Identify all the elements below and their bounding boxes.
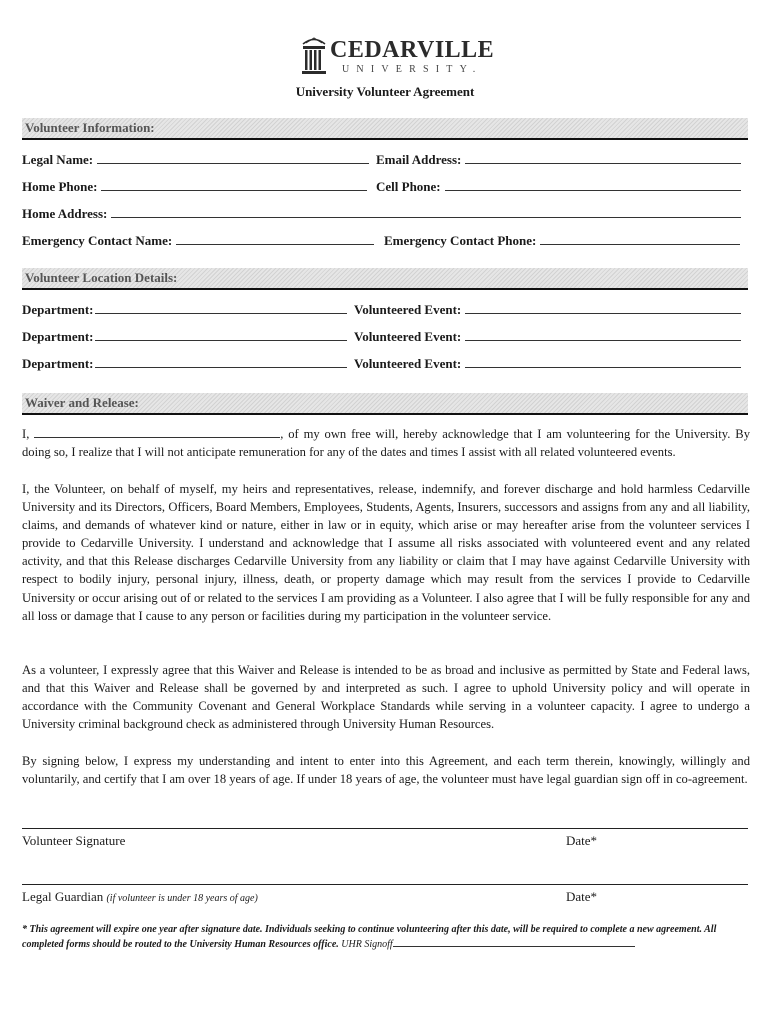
columns-logo-icon	[300, 34, 328, 76]
uhr-signoff-line[interactable]	[393, 937, 635, 947]
event-field-2[interactable]	[354, 329, 741, 347]
department-line[interactable]	[95, 302, 347, 314]
row-address	[22, 206, 748, 224]
home-address-label: Home Address:	[22, 206, 108, 221]
logo-wordmark: CEDARVILLE	[330, 37, 495, 63]
waiver-paragraph-3: As a volunteer, I expressly agree that this Waiver and Release is intended to be as broad and inclusive as permitted by State and Federal laws, and that this Waiver and Release shall be governed by and interpreted as such. I agree to uphold University policy and will operate in accordance with the Community Covenant and General Workplace Standards while serving in a volunteer capacity. I agree to undergo a University criminal background check as administered through University Human Resources.	[22, 663, 750, 732]
volunteer-date-label: Date*	[566, 833, 598, 848]
emergency-phone-field[interactable]	[384, 233, 740, 251]
department-field-2[interactable]	[22, 329, 347, 347]
event-label: Volunteered Event:	[354, 329, 462, 344]
legal-name-label: Legal Name:	[22, 152, 94, 167]
event-line[interactable]	[465, 356, 741, 368]
emergency-phone-line[interactable]	[540, 233, 740, 245]
volunteer-signature-label: Volunteer Signature	[22, 833, 126, 848]
footnote-text: * This agreement will expire one year after signature date. Individuals seeking to continue volunteering after this date, will be required to complete a new agreement. All completed forms should be routed to the University Human Resources office.	[22, 924, 717, 950]
email-label: Email Address:	[376, 152, 462, 167]
home-phone-field[interactable]	[22, 179, 367, 197]
department-label: Department:	[22, 329, 94, 344]
event-field-3[interactable]	[354, 356, 741, 374]
department-field-1[interactable]	[22, 302, 347, 320]
emergency-phone-label: Emergency Contact Phone:	[384, 233, 537, 248]
email-line[interactable]	[465, 152, 741, 164]
waiver-paragraph-1	[22, 425, 750, 461]
event-field-1[interactable]	[354, 302, 741, 320]
row-emergency	[22, 233, 748, 251]
row-department-3	[22, 356, 748, 374]
event-line[interactable]	[465, 302, 741, 314]
university-logo	[300, 34, 495, 80]
paragraph-rest: , of my own free will, hereby acknowledge that I am volunteering for the University. By doing so, I realize that I will not anticipate remuneration for any of the dates and times I assist with all related volunteered events.	[22, 427, 750, 460]
home-address-line[interactable]	[111, 206, 741, 218]
section-volunteer-information	[22, 118, 748, 140]
legal-name-field[interactable]	[22, 152, 369, 170]
emergency-name-line[interactable]	[176, 233, 374, 245]
uhr-signoff-label: UHR Signoff	[341, 939, 393, 950]
footnote	[22, 922, 750, 952]
emergency-name-label: Emergency Contact Name:	[22, 233, 173, 248]
document-title: University Volunteer Agreement	[295, 84, 475, 99]
row-department-1	[22, 302, 748, 320]
waiver-paragraph-2: I, the Volunteer, on behalf of myself, my heirs and representatives, release, indemnify, and forever discharge and hold harmless Cedarville University and its Directors, Officers, Board Members, Employees, Students, Agents, Insurers, successors and assigns from any and all liability, claims, and demands of whatever kind or nature, either in law or in equity, which arise or may hereafter arise from the volunteer services I provide to Cedarville University. I understand and acknowledge that I assume all risks associated with volunteered event and any related activity, and that this Release discharges Cedarville University from any liability or claim that I may have against Cedarville University with respect to bodily injury, personal injury, illness, death, or property damage which may result from the services I provide to Cedarville University or occur arising out of or related to the services I am providing as a Volunteer. I also agree that I will be fully responsible for any and all loss or damage that I cause to any person or facilities during my participation in the volunteer service.	[22, 482, 750, 623]
guardian-signature-label	[22, 889, 258, 905]
guardian-note: (if volunteer is under 18 years of age)	[106, 893, 258, 904]
department-line[interactable]	[95, 356, 347, 368]
volunteer-signature-line[interactable]	[22, 828, 748, 829]
guardian-label: Legal Guardian	[22, 889, 104, 904]
section-title: Volunteer Location Details:	[25, 270, 178, 285]
guardian-date-label: Date*	[566, 889, 598, 904]
home-phone-line[interactable]	[101, 179, 367, 191]
volunteer-name-blank[interactable]	[34, 426, 280, 438]
event-label: Volunteered Event:	[354, 356, 462, 371]
cell-phone-label: Cell Phone:	[376, 179, 441, 194]
logo-subtitle: UNIVERSITY.	[342, 64, 483, 75]
cell-phone-line[interactable]	[445, 179, 741, 191]
section-title: Volunteer Information:	[25, 120, 155, 135]
section-waiver-release	[22, 393, 748, 415]
row-name-email	[22, 152, 748, 170]
emergency-name-field[interactable]	[22, 233, 374, 251]
department-line[interactable]	[95, 329, 347, 341]
waiver-paragraph-4: By signing below, I express my understanding and intent to enter into this Agreement, and each term therein, knowingly, willingly and voluntarily, and certify that I am over 18 years of age. If under 18 years of age, the volunteer must have legal guardian sign off in co-agreement.	[22, 754, 750, 787]
event-label: Volunteered Event:	[354, 302, 462, 317]
email-field[interactable]	[376, 152, 741, 170]
row-department-2	[22, 329, 748, 347]
department-label: Department:	[22, 302, 94, 317]
event-line[interactable]	[465, 329, 741, 341]
home-address-field[interactable]	[22, 206, 741, 224]
paragraph-start: I,	[22, 427, 30, 441]
legal-name-line[interactable]	[97, 152, 369, 164]
cell-phone-field[interactable]	[376, 179, 741, 197]
section-title: Waiver and Release:	[25, 395, 139, 410]
section-location-details	[22, 268, 748, 290]
home-phone-label: Home Phone:	[22, 179, 98, 194]
guardian-signature-line[interactable]	[22, 884, 748, 885]
department-label: Department:	[22, 356, 94, 371]
department-field-3[interactable]	[22, 356, 347, 374]
row-phones	[22, 179, 748, 197]
